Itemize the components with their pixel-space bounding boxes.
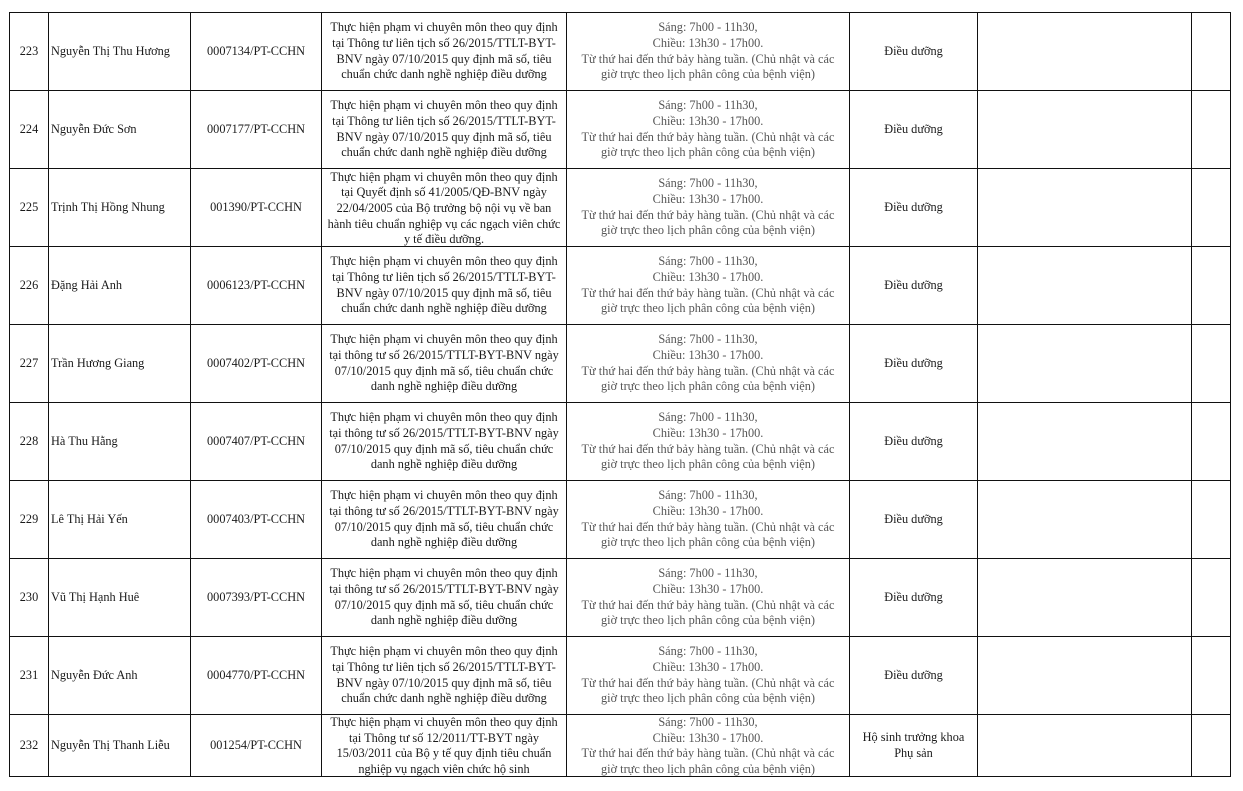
position-cell [850, 715, 978, 777]
working-time-line: Từ thứ hai đến thứ bảy hàng tuần. (Chủ nhật và các [581, 597, 835, 612]
working-time-line: Chiều: 13h30 - 17h00. [652, 113, 764, 128]
working-time-cell [567, 481, 850, 559]
position-cell [850, 637, 978, 715]
scope-cell [322, 559, 567, 637]
position-cell-text: Điều dưỡng [884, 199, 943, 214]
certificate-cell: 0004770/PT-CCHN [191, 637, 322, 715]
working-time-line: Chiều: 13h30 - 17h00. [652, 347, 764, 362]
name-cell: Đặng Hải Anh [49, 247, 191, 325]
scope-cell [322, 91, 567, 169]
empty-cell [1192, 91, 1231, 169]
certificate-cell: 0007407/PT-CCHN [191, 403, 322, 481]
working-time-line: giờ trực theo lịch phân công của bệnh viện) [601, 379, 815, 394]
empty-cell [978, 13, 1192, 91]
working-time-cell [567, 91, 850, 169]
scope-cell [322, 169, 567, 247]
working-time-line: giờ trực theo lịch phân công của bệnh viện) [601, 301, 815, 316]
working-time-line: Chiều: 13h30 - 17h00. [652, 503, 764, 518]
certificate-cell: 0007403/PT-CCHN [191, 481, 322, 559]
position-cell-text: Điều dưỡng [884, 589, 943, 604]
working-time-text [569, 566, 847, 629]
working-time-text [569, 254, 847, 317]
empty-cell [1192, 403, 1231, 481]
empty-cell [1192, 13, 1231, 91]
working-time-line: Từ thứ hai đến thứ bảy hàng tuần. (Chủ nhật và các [581, 441, 835, 456]
empty-cell [1192, 481, 1231, 559]
working-time-cell [567, 13, 850, 91]
empty-cell [978, 403, 1192, 481]
working-time-text [569, 20, 847, 83]
working-time-line: giờ trực theo lịch phân công của bệnh viện) [601, 613, 815, 628]
working-time-line: giờ trực theo lịch phân công của bệnh viện) [601, 145, 815, 160]
scope-cell [322, 637, 567, 715]
working-time-line: Chiều: 13h30 - 17h00. [652, 35, 764, 50]
scope-cell [322, 715, 567, 777]
working-time-text [569, 176, 847, 239]
working-time-line: giờ trực theo lịch phân công của bệnh viện) [601, 457, 815, 472]
row-number-cell: 228 [10, 403, 49, 481]
position-cell-text: Hộ sinh trưởng khoa Phụ sản [862, 729, 965, 760]
working-time-text [569, 410, 847, 473]
scope-cell-text: Thực hiện phạm vi chuyên môn theo quy định tại Quyết định số 41/2005/QĐ-BNV ngày 22/04/2005 của Bộ trưởng bộ nội vụ về ban hành tiêu chuẩn nghiệp vụ các ngạch viên chức y tế điều dưỡng. [327, 169, 561, 246]
position-cell [850, 91, 978, 169]
row-number-cell: 229 [10, 481, 49, 559]
scope-cell-text: Thực hiện phạm vi chuyên môn theo quy định tại thông tư số 26/2015/TTLT-BYT-BNV ngày 07/10/2015 quy định mã số, tiêu chuẩn chức danh nghề nghiệp điều dưỡng [329, 566, 559, 628]
working-time-cell [567, 559, 850, 637]
row-number-cell: 232 [10, 715, 49, 777]
working-time-line: Từ thứ hai đến thứ bảy hàng tuần. (Chủ nhật và các [581, 51, 835, 66]
name-cell: Vũ Thị Hạnh Huê [49, 559, 191, 637]
empty-cell [1192, 169, 1231, 247]
empty-cell [978, 481, 1192, 559]
position-cell [850, 559, 978, 637]
working-time-line: Sáng: 7h00 - 11h30, [658, 566, 758, 581]
working-time-line: giờ trực theo lịch phân công của bệnh viện) [601, 762, 815, 776]
working-time-cell [567, 715, 850, 777]
certificate-cell: 0006123/PT-CCHN [191, 247, 322, 325]
position-cell-text: Điều dưỡng [884, 277, 943, 292]
working-time-line: Từ thứ hai đến thứ bảy hàng tuần. (Chủ nhật và các [581, 285, 835, 300]
working-time-line: Sáng: 7h00 - 11h30, [658, 254, 758, 269]
name-cell: Lê Thị Hải Yến [49, 481, 191, 559]
position-cell [850, 247, 978, 325]
working-time-line: Sáng: 7h00 - 11h30, [658, 176, 758, 191]
scope-cell [322, 13, 567, 91]
position-cell [850, 481, 978, 559]
scope-cell-text: Thực hiện phạm vi chuyên môn theo quy định tại thông tư số 26/2015/TTLT-BYT-BNV ngày 07/10/2015 quy định mã số, tiêu chuẩn chức danh nghề nghiệp điều dưỡng [329, 410, 559, 472]
table-row [10, 325, 1231, 403]
empty-cell [978, 559, 1192, 637]
working-time-cell [567, 325, 850, 403]
name-cell: Nguyễn Thị Thanh Liễu [49, 715, 191, 777]
working-time-text [569, 332, 847, 395]
working-time-line: Chiều: 13h30 - 17h00. [652, 581, 764, 596]
working-time-line: giờ trực theo lịch phân công của bệnh viện) [601, 691, 815, 706]
position-cell-text: Điều dưỡng [884, 667, 943, 682]
position-cell [850, 325, 978, 403]
staff-table-body [10, 13, 1231, 777]
position-cell [850, 403, 978, 481]
working-time-line: Chiều: 13h30 - 17h00. [652, 659, 764, 674]
scope-cell-text: Thực hiện phạm vi chuyên môn theo quy định tại Thông tư liên tịch số 26/2015/TTLT-BYT-BNV ngày 07/10/2015 quy định mã số, tiêu chuẩn chức danh nghề nghiệp điều dưỡng [330, 98, 558, 160]
position-cell [850, 13, 978, 91]
empty-cell [1192, 637, 1231, 715]
working-time-line: Chiều: 13h30 - 17h00. [652, 269, 764, 284]
working-time-text [569, 98, 847, 161]
table-row [10, 481, 1231, 559]
name-cell: Nguyễn Đức Anh [49, 637, 191, 715]
empty-cell [1192, 715, 1231, 777]
position-cell-text: Điều dưỡng [884, 511, 943, 526]
empty-cell [978, 325, 1192, 403]
working-time-line: giờ trực theo lịch phân công của bệnh viện) [601, 223, 815, 238]
name-cell: Nguyễn Thị Thu Hương [49, 13, 191, 91]
certificate-cell: 001390/PT-CCHN [191, 169, 322, 247]
staff-table [9, 12, 1231, 777]
table-row [10, 403, 1231, 481]
working-time-line: giờ trực theo lịch phân công của bệnh viện) [601, 535, 815, 550]
working-time-line: Chiều: 13h30 - 17h00. [652, 730, 764, 745]
table-row [10, 91, 1231, 169]
working-time-line: Từ thứ hai đến thứ bảy hàng tuần. (Chủ nhật và các [581, 519, 835, 534]
empty-cell [978, 247, 1192, 325]
empty-cell [978, 637, 1192, 715]
row-number-cell: 230 [10, 559, 49, 637]
scope-cell-text: Thực hiện phạm vi chuyên môn theo quy định tại thông tư số 26/2015/TTLT-BYT-BNV ngày 07/10/2015 quy định mã số, tiêu chuẩn chức danh nghề nghiệp điều dưỡng [329, 488, 559, 550]
working-time-line: Sáng: 7h00 - 11h30, [658, 20, 758, 35]
row-number-cell: 226 [10, 247, 49, 325]
working-time-line: giờ trực theo lịch phân công của bệnh viện) [601, 67, 815, 82]
table-row [10, 169, 1231, 247]
working-time-cell [567, 169, 850, 247]
name-cell: Trần Hương Giang [49, 325, 191, 403]
working-time-line: Từ thứ hai đến thứ bảy hàng tuần. (Chủ nhật và các [581, 746, 835, 761]
working-time-line: Sáng: 7h00 - 11h30, [658, 644, 758, 659]
certificate-cell: 0007134/PT-CCHN [191, 13, 322, 91]
empty-cell [978, 169, 1192, 247]
empty-cell [978, 715, 1192, 777]
empty-cell [1192, 559, 1231, 637]
scope-cell-text: Thực hiện phạm vi chuyên môn theo quy định tại Thông tư liên tịch số 26/2015/TTLT-BYT-BNV ngày 07/10/2015 quy định mã số, tiêu chuẩn chức danh nghề nghiệp điều dưỡng [330, 644, 558, 706]
scope-cell-text: Thực hiện phạm vi chuyên môn theo quy định tại thông tư số 26/2015/TTLT-BYT-BNV ngày 07/10/2015 quy định mã số, tiêu chuẩn chức danh nghề nghiệp điều dưỡng [329, 332, 559, 394]
position-cell [850, 169, 978, 247]
position-cell-text: Điều dưỡng [884, 355, 943, 370]
scope-cell [322, 403, 567, 481]
scope-cell-text: Thực hiện phạm vi chuyên môn theo quy định tại Thông tư số 12/2011/TT-BYT ngày 15/03/2011 của Bộ y tế quy định tiêu chuẩn nghiệp vụ ngạch viên chức hộ sinh [330, 715, 558, 776]
position-cell-text: Điều dưỡng [884, 121, 943, 136]
row-number-cell: 225 [10, 169, 49, 247]
position-cell-text: Điều dưỡng [884, 43, 943, 58]
empty-cell [1192, 247, 1231, 325]
scope-cell [322, 325, 567, 403]
working-time-line: Sáng: 7h00 - 11h30, [658, 332, 758, 347]
table-row [10, 637, 1231, 715]
working-time-line: Sáng: 7h00 - 11h30, [658, 488, 758, 503]
working-time-cell [567, 637, 850, 715]
name-cell: Trịnh Thị Hồng Nhung [49, 169, 191, 247]
scope-cell [322, 247, 567, 325]
working-time-line: Từ thứ hai đến thứ bảy hàng tuần. (Chủ nhật và các [581, 207, 835, 222]
row-number-cell: 227 [10, 325, 49, 403]
working-time-line: Chiều: 13h30 - 17h00. [652, 425, 764, 440]
certificate-cell: 0007402/PT-CCHN [191, 325, 322, 403]
table-row [10, 715, 1231, 777]
position-cell-text: Điều dưỡng [884, 433, 943, 448]
scope-cell-text: Thực hiện phạm vi chuyên môn theo quy định tại Thông tư liên tịch số 26/2015/TTLT-BYT-BNV ngày 07/10/2015 quy định mã số, tiêu chuẩn chức danh nghề nghiệp điều dưỡng [330, 254, 558, 316]
table-row [10, 13, 1231, 91]
working-time-line: Từ thứ hai đến thứ bảy hàng tuần. (Chủ nhật và các [581, 675, 835, 690]
row-number-cell: 231 [10, 637, 49, 715]
certificate-cell: 001254/PT-CCHN [191, 715, 322, 777]
working-time-text [569, 715, 847, 776]
row-number-cell: 223 [10, 13, 49, 91]
working-time-cell [567, 403, 850, 481]
table-row [10, 559, 1231, 637]
name-cell: Hà Thu Hằng [49, 403, 191, 481]
working-time-line: Sáng: 7h00 - 11h30, [658, 410, 758, 425]
working-time-text [569, 644, 847, 707]
certificate-cell: 0007177/PT-CCHN [191, 91, 322, 169]
empty-cell [1192, 325, 1231, 403]
working-time-line: Sáng: 7h00 - 11h30, [658, 98, 758, 113]
name-cell: Nguyễn Đức Sơn [49, 91, 191, 169]
certificate-cell: 0007393/PT-CCHN [191, 559, 322, 637]
working-time-line: Từ thứ hai đến thứ bảy hàng tuần. (Chủ nhật và các [581, 129, 835, 144]
empty-cell [978, 91, 1192, 169]
working-time-text [569, 488, 847, 551]
scope-cell-text: Thực hiện phạm vi chuyên môn theo quy định tại Thông tư liên tịch số 26/2015/TTLT-BYT-BNV ngày 07/10/2015 quy định mã số, tiêu chuẩn chức danh nghề nghiệp điều dưỡng [330, 20, 558, 82]
table-row [10, 247, 1231, 325]
scope-cell [322, 481, 567, 559]
working-time-line: Chiều: 13h30 - 17h00. [652, 191, 764, 206]
working-time-cell [567, 247, 850, 325]
row-number-cell: 224 [10, 91, 49, 169]
working-time-line: Sáng: 7h00 - 11h30, [658, 715, 758, 729]
working-time-line: Từ thứ hai đến thứ bảy hàng tuần. (Chủ nhật và các [581, 363, 835, 378]
